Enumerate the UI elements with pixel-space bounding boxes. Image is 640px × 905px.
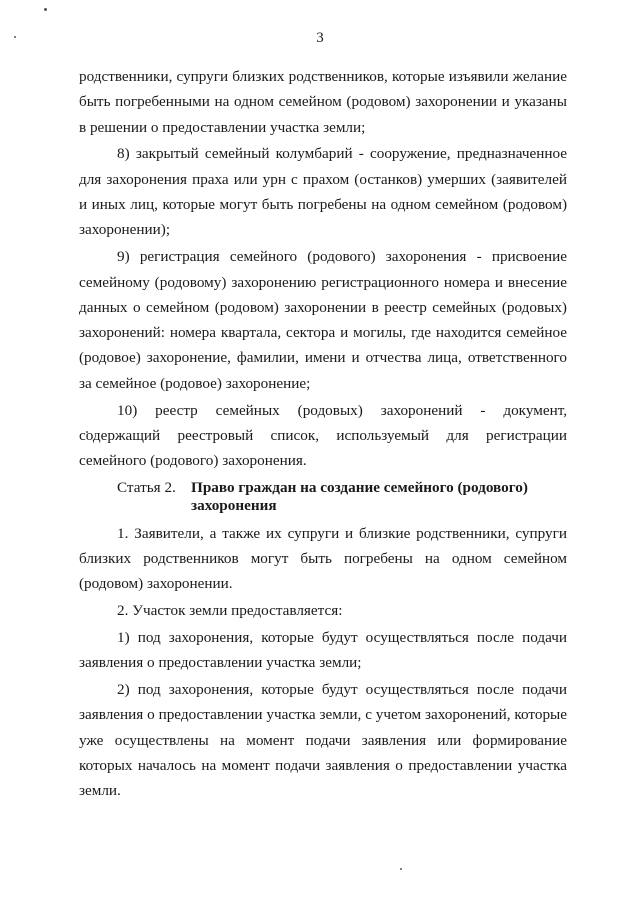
document-body [79, 64, 567, 805]
paragraph-item-9: 9) регистрация семейного (родового) захоронения - присвоение семейному (родовому) захоронению регистрационного номера и внесение данных о семейном (родовом) захоронении в реестр семейных (родовых) захоронений: номера квартала, сектора и могилы, где находится семейное (родовое) захоронение, фамилии, имени и отчества лица, ответственного за семейное (родовое) захоронение; [79, 248, 567, 392]
article-paragraph-1: 1. Заявители, а также их супруги и близкие родственники, супруги близких родственников могут быть погребены на одном семейном (родовом) захоронении. [79, 524, 567, 593]
paragraph-item-10: 10) реестр семейных (родовых) захоронений - документ, содержащий реестровый список, используемый для регистрации семейного (родового) захоронения. [79, 401, 567, 470]
scan-speck [400, 868, 402, 870]
paragraph-item-8: 8) закрытый семейный колумбарий - сооружение, предназначенное для захоронения праха или урн с прахом (останков) умерших (заявителей и иных лиц, которые могут быть погребены на одном семейном (родовом) захоронении); [79, 145, 567, 239]
article-title: Право граждан на создание семейного (родового) захоронения [191, 478, 528, 514]
page-number: 3 [316, 30, 324, 46]
article-label: Статья 2. [117, 478, 176, 496]
paragraph-continuation: родственники, супруги близких родственников, которые изъявили желание быть погребенными на одном семейном (родовом) захоронении и указаны в решении о предоставлении участка земли; [79, 68, 567, 136]
scan-speck [44, 8, 47, 11]
article-heading [79, 479, 567, 515]
article-subitem-2: 2) под захоронения, которые будут осуществляться после подачи заявления о предоставлении участка земли, с учетом захоронений, которые уже осуществлены на момент подачи заявления или формирование которых началось на момент подачи заявления о предоставлении участка земли. [79, 681, 567, 800]
article-subitem-1: 1) под захоронения, которые будут осуществляться после подачи заявления о предоставлении участка земли; [79, 628, 567, 672]
article-paragraph-2: 2. Участок земли предоставляется: [117, 602, 343, 620]
